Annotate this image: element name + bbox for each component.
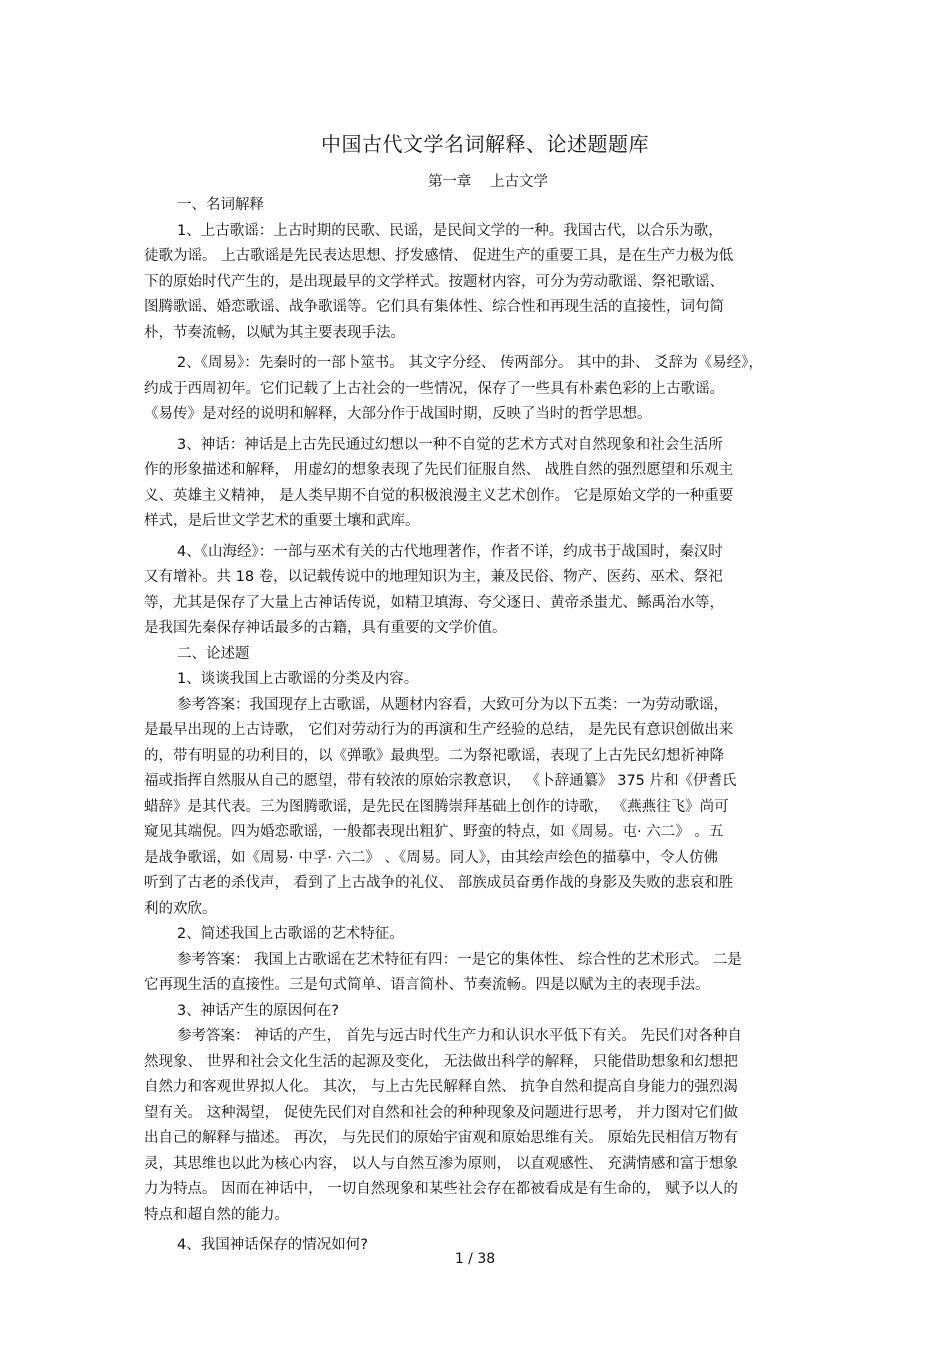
document-title: 中国古代文学名词解释、论述题题库 [321, 132, 649, 156]
text-line: 利的欢欣。 [144, 900, 217, 917]
text-line: 下的原始时代产生的，是出现最早的文学样式。按题材内容，可分为劳动歌谣、祭祀歌谣、 [144, 273, 724, 290]
text-line: 徒歌为谣。 上古歌谣是先民表达思想、抒发感情、 促进生产的重要工具，是在生产力极为低 [144, 248, 734, 264]
text-line: 自然力和客观世界拟人化。 其次， 与上古先民解释自然、 抗争自然和提高自身能力的强烈渴 [144, 1079, 738, 1095]
text-line: 朴，节奏流畅，以赋为其主要表现手法。 [144, 324, 405, 341]
text-line: 等，尤其是保存了大量上古神话传说，如精卫填海、夸父逐日、黄帝杀蚩尤、鲧禹治水等， [144, 594, 724, 611]
text-line: 的，带有明显的功利目的，以《弹歌》最典型。二为祭祀歌谣，表现了上古先民幻想祈神降 [144, 747, 724, 764]
text-line: 样式，是后世文学艺术的重要土壤和武库。 [144, 513, 420, 529]
text-line: 然现象、 世界和社会文化生活的起源及变化， 无法做出科学的解释， 只能借助想象和幻想把 [144, 1053, 738, 1070]
text-line: 《易传》是对经的说明和解释，大部分作于战国时期，反映了当时的哲学思想。 [144, 406, 652, 422]
text-line: 参考答案： 我国上古歌谣在艺术特征有四：一是它的集体性、 综合性的艺术形式。 二是 [177, 951, 742, 968]
text-line: 2、《周易》：先秦时的一部卜筮书。 其文字分经、 传两部分。 其中的卦、 爻辞为《易经》， [177, 355, 763, 371]
text-line: 图腾歌谣、婚恋歌谣、战争歌谣等。它们具有集体性、综合性和再现生活的直接性，词句简 [144, 299, 724, 315]
text-line: 是战争歌谣，如《周易· 中孚· 六二》 、《周易。同人》，由其绘声绘色的描摹中，令人仿佛 [144, 849, 719, 866]
text-line: 1、上古歌谣：上古时期的民歌、民谣，是民间文学的一种。我国古代，以合乐为歌， [177, 222, 723, 239]
text-line: 窥见其端倪。四为婚恋歌谣，一般都表现出粗犷、野蛮的特点，如《周易。屯· 六二》 。五 [144, 824, 724, 840]
chapter-heading: 第一章 上古文学 [427, 174, 549, 190]
question-heading: 4、我国神话保存的情况如何? [177, 1237, 368, 1253]
page-number: 1 / 38 [454, 1251, 496, 1267]
question-heading: 1、谈谈我国上古歌谣的分类及内容。 [177, 671, 419, 687]
text-line: 是我国先秦保存神话最多的古籍，具有重要的文学价值。 [144, 620, 507, 636]
section-heading-essays: 二、论述题 [177, 645, 250, 662]
text-line: 又有增补。共 18 卷，以记载传说中的地理知识为主，兼及民俗、物产、医药、巫术、祭祀 [144, 569, 723, 585]
document-body [144, 193, 814, 1259]
text-line: 参考答案：我国现存上古歌谣，从题材内容看，大致可分为以下五类：一为劳动歌谣， [177, 696, 728, 713]
text-line: 听到了古老的杀伐声， 看到了上古战争的礼仪、 部族成员奋勇作战的身影及失败的悲哀和胜 [144, 875, 734, 891]
text-line: 4、《山海经》：一部与巫术有关的古代地理著作，作者不详，约成书于战国时，秦汉时 [177, 543, 723, 560]
question-heading: 2、简述我国上古歌谣的艺术特征。 [177, 926, 404, 942]
section-heading-definitions: 一、名词解释 [177, 197, 264, 213]
text-line: 福或指挥自然服从自己的愿望，带有较浓的原始宗教意识， 《卜辞通纂》 375 片和《伊耆氏 [144, 773, 737, 789]
text-line: 望有关。 这种渴望， 促使先民们对自然和社会的种种现象及问题进行思考， 并力图对它们做 [144, 1104, 738, 1121]
text-line: 参考答案： 神话的产生， 首先与远古时代生产力和认识水平低下有关。 先民们对各种自 [177, 1028, 742, 1044]
text-line: 约成于西周初年。它们记载了上古社会的一些情况，保存了一些具有朴素色彩的上古歌谣。 [144, 380, 724, 397]
text-line: 它再现生活的直接性。三是句式简单、语言简朴、节奏流畅。四是以赋为主的表现手法。 [144, 977, 710, 993]
text-line: 力为特点。 因而在神话中， 一切自然现象和某些社会存在都被看成是有生命的， 赋予以人的 [144, 1181, 738, 1197]
text-line: 是最早出现的上古诗歌， 它们对劳动行为的再演和生产经验的总结， 是先民有意识创做出来 [144, 722, 734, 738]
text-line: 蜡辞》是其代表。三为图腾歌谣，是先民在图腾崇拜基础上创作的诗歌， 《燕燕往飞》尚可 [144, 798, 729, 815]
text-line: 特点和超自然的能力。 [144, 1206, 289, 1223]
text-line: 3、神话：神话是上古先民通过幻想以一种不自觉的艺术方式对自然现象和社会生活所 [177, 436, 723, 453]
text-line: 灵，其思维也以此为核心内容， 以人与自然互渗为原则， 以直观感性、 充满情感和富于想象 [144, 1155, 738, 1172]
text-line: 出自己的解释与描述。 再次， 与先民们的原始宇宙观和原始思维有关。 原始先民相信万物有 [144, 1130, 738, 1146]
text-line: 作的形象描述和解释， 用虚幻的想象表现了先民们征服自然、 战胜自然的强烈愿望和乐观主 [144, 462, 734, 478]
text-line: 义、英雄主义精神， 是人类早期不自觉的积极浪漫主义艺术创作。 它是原始文学的一种重要 [144, 487, 734, 504]
question-heading: 3、神话产生的原因何在? [177, 1002, 339, 1019]
